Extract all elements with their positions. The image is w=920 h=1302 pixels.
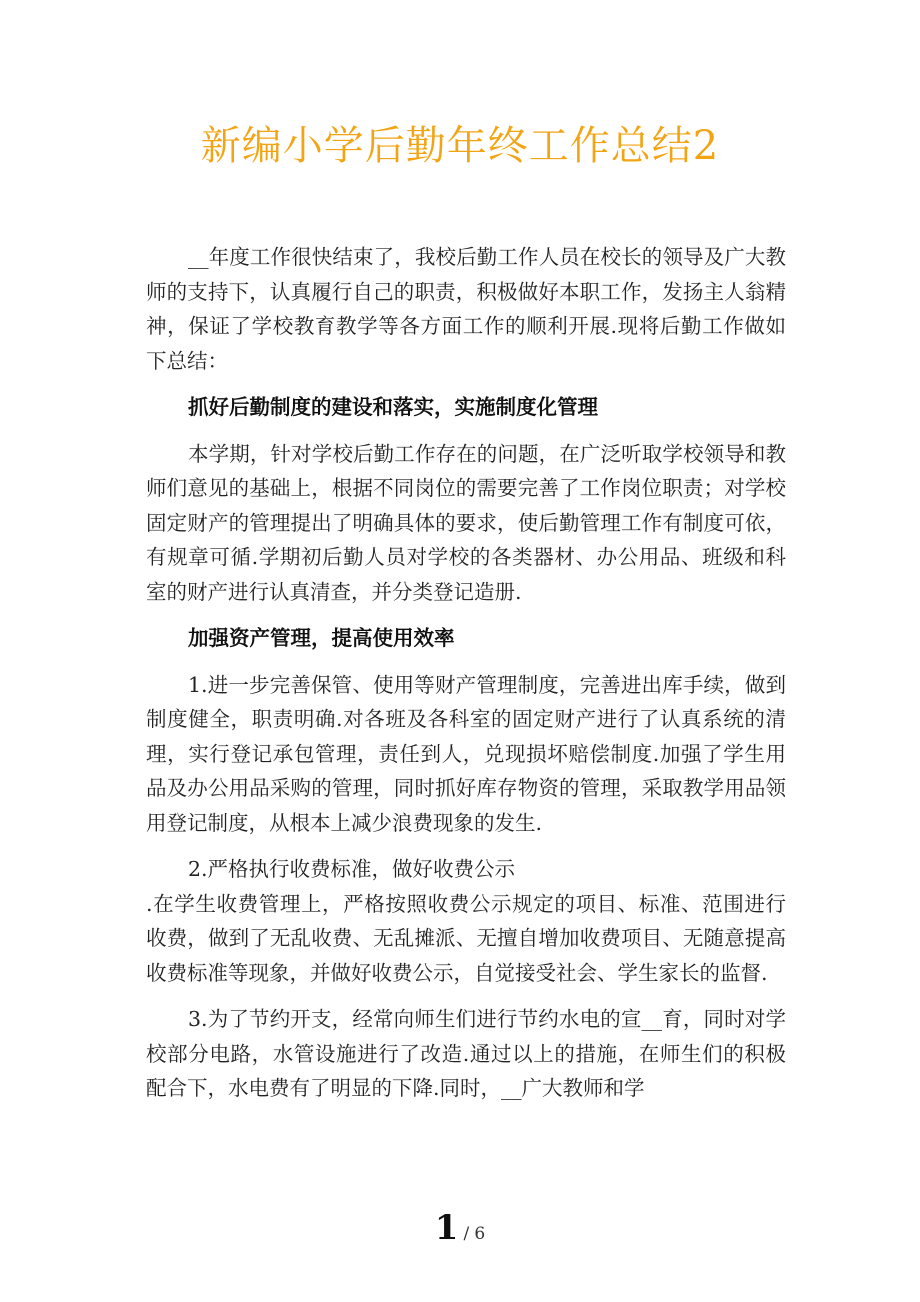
page-current: 1 bbox=[434, 1208, 459, 1248]
intro-paragraph: __年度工作很快结束了，我校后勤工作人员在校长的领导及广大教师的支持下，认真履行自己的职责，积极做好本职工作，发扬主人翁精神，保证了学校教育教学等各方面工作的顺利开展.现将后勤工作做如下总结： bbox=[146, 245, 786, 373]
page-total: 6 bbox=[474, 1224, 486, 1244]
page-separator: / bbox=[463, 1224, 470, 1244]
list-item-2-body: .在学生收费管理上，严格按照收费公示规定的项目、标准、范围进行收费，做到了无乱收费、无乱摊派、无擅自增加收费项目、无随意提高收费标准等现象，并做好收费公示，自觉接受社会、学生家长的监督. bbox=[146, 891, 786, 985]
section-1-heading: 抓好后勤制度的建设和落实，实施制度化管理 bbox=[188, 395, 598, 419]
document-body bbox=[146, 240, 786, 1118]
page-title: 新编小学后勤年终工作总结2 bbox=[200, 123, 720, 169]
list-item-1: 1.进一步完善保管、使用等财产管理制度，完善进出库手续，做到制度健全，职责明确.对各班及各科室的固定财产进行了认真系统的清理，实行登记承包管理，责任到人，兑现损坏赔偿制度.加强了学生用品及办公用品采购的管理，同时抓好库存物资的管理，采取教学用品领用登记制度，从根本上减少浪费现象的发生. bbox=[146, 672, 786, 835]
list-item-3: 3.为了节约开支，经常向师生们进行节约水电的宣__育，同时对学校部分电路，水管设施进行了改造.通过以上的措施，在师生们的积极配合下，水电费有了明显的下降.同时，__广大教师和学 bbox=[146, 1007, 786, 1100]
list-item-2-title: 2.严格执行收费标准，做好收费公示 bbox=[188, 857, 516, 881]
page-number bbox=[0, 1208, 920, 1248]
section-1-body: 本学期，针对学校后勤工作存在的问题，在广泛听取学校领导和教师们意见的基础上，根据不同岗位的需要完善了工作岗位职责；对学校固定财产的管理提出了明确具体的要求，使后勤管理工作有制度可依，有规章可循.学期初后勤人员对学校的各类器材、办公用品、班级和科室的财产进行认真清查，并分类登记造册. bbox=[146, 441, 786, 604]
section-2-heading: 加强资产管理，提高使用效率 bbox=[188, 626, 455, 650]
